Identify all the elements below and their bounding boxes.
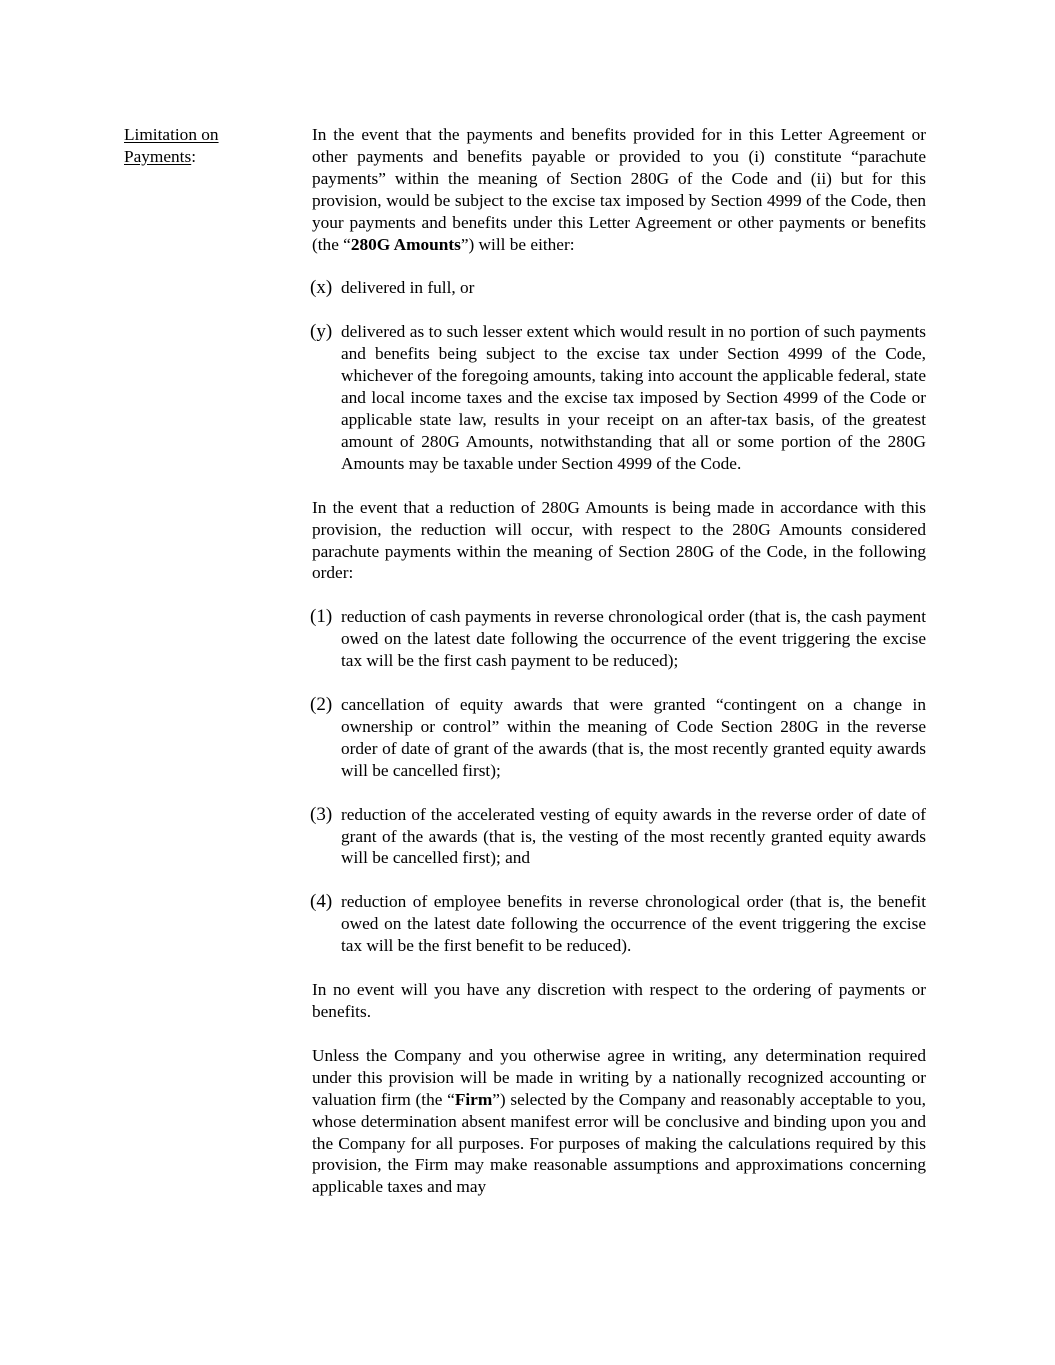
reduction-paragraph: In the event that a reduction of 280G Amounts is being made in accordance with this provision, the reduction will occur, with respect to the 280G Amounts considered parachute payments within the meaning of Section 280G of the Code, in the following order: (312, 497, 926, 583)
list-item-text: reduction of the accelerated vesting of equity awards in the reverse order of date of grant of the awards (that is, the vesting of the most recently granted equity awards will be cancelled first); and (341, 804, 926, 868)
defined-term-280g-amounts: 280G Amounts (350, 234, 461, 254)
list-marker: (x) (310, 277, 333, 299)
list-marker: (y) (310, 321, 333, 343)
list-marker: (1) (310, 606, 333, 628)
section-heading-line2: Payments (124, 146, 192, 166)
intro-text-end: ”) will be either: (460, 234, 575, 254)
list-item-text: reduction of employee benefits in reverse chronological order (that is, the benefit owed on the latest date following the occurrence of the event triggering the excise tax will be the first benefit to be reduced). (341, 892, 926, 956)
list-item-x (312, 277, 926, 299)
firm-paragraph (312, 1045, 926, 1198)
list-item-y (312, 321, 926, 474)
discretion-paragraph: In no event will you have any discretion with respect to the ordering of payments or benefits. (312, 980, 926, 1021)
list-item-3 (312, 804, 926, 870)
section-body (312, 124, 926, 1220)
list-item-text: delivered as to such lesser extent which would result in no portion of such payments and benefits being subject to the excise tax under Section 4999 of the Code, whichever of the foregoing amounts, taking into account the applicable federal, state and local income taxes and the excise tax imposed by Section 4999 of the Code or applicable state law, results in your receipt on an after-tax basis, of the greatest amount of 280G Amounts, notwithstanding that all or some portion of the 280G Amounts may be taxable under Section 4999 of the Code. (341, 322, 926, 473)
section-heading (124, 124, 284, 168)
defined-term-firm: Firm (454, 1089, 493, 1109)
intro-paragraph (312, 124, 926, 255)
section-heading-colon: : (191, 146, 197, 166)
firm-text: Unless the Company and you otherwise agree in writing, any determination required under this provision will be made in writing by a nationally recognized accounting or valuation firm (the “ (312, 1045, 926, 1109)
list-marker: (4) (310, 891, 333, 913)
firm-text-end: ”) selected by the Company and reasonably acceptable to you, whose determination absent manifest error will be conclusive and binding upon you and the Company for all purposes. For purposes of making the calculations required by this provision, the Firm may make reasonable assumptions and approximations concerning applicable taxes and may (312, 1089, 926, 1197)
list-item-1 (312, 606, 926, 672)
intro-text: In the event that the payments and benefits provided for in this Letter Agreement or other payments and benefits payable or provided to you (i) constitute “parachute payments” within the meaning of Section 280G of the Code and (ii) but for this provision, would be subject to the excise tax imposed by Section 4999 of the Code, then your payments and benefits under this Letter Agreement or other payments or benefits (the “ (312, 125, 926, 254)
section-heading-line1: Limitation on (124, 125, 219, 144)
list-item-4 (312, 891, 926, 957)
list-item-text: reduction of cash payments in reverse chronological order (that is, the cash payment owed on the latest date following the occurrence of the event triggering the excise tax will be the first cash payment to be reduced); (341, 607, 926, 671)
list-item-text: delivered in full, or (341, 278, 475, 298)
list-marker: (2) (310, 694, 333, 716)
list-marker: (3) (310, 803, 333, 825)
list-item-text: cancellation of equity awards that were granted “contingent on a change in ownership or control” within the meaning of Code Section 280G in the reverse order of date of grant of the awards (that is, the most recently granted equity awards will be cancelled first); (341, 695, 926, 780)
list-item-2 (312, 694, 926, 782)
